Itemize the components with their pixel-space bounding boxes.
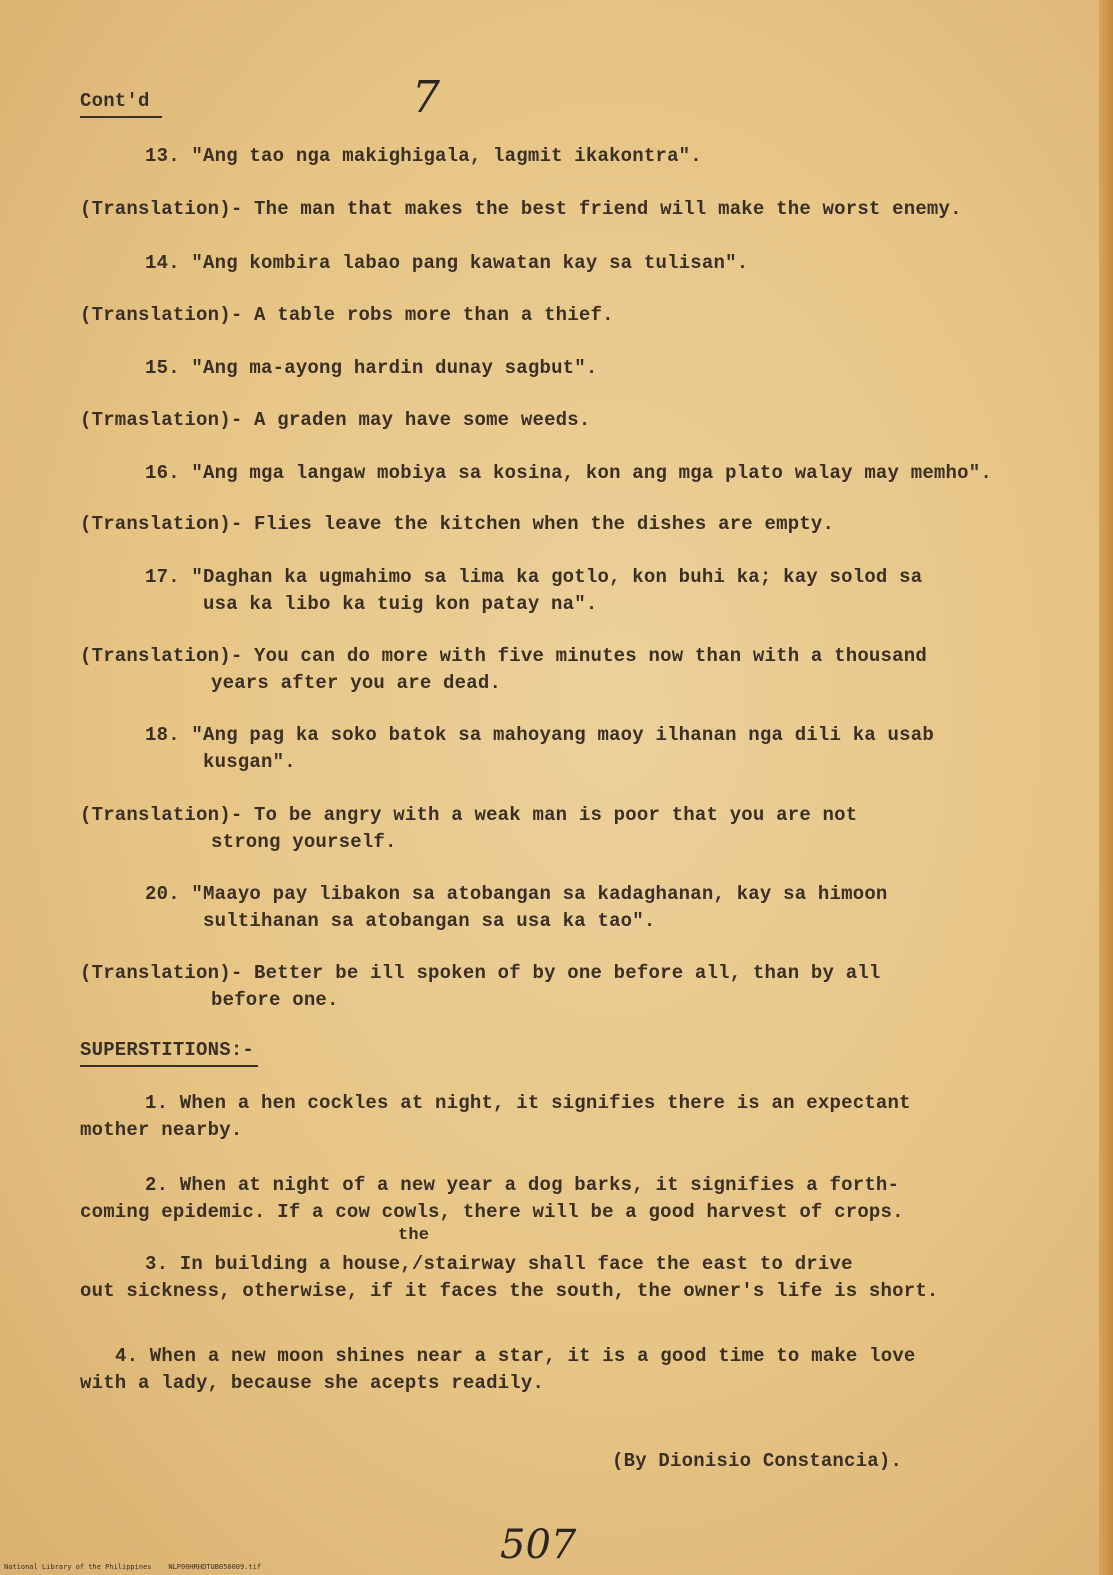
translation-17: (Translation)- You can do more with five minutes now than with a thousand bbox=[80, 645, 927, 667]
proverb-18: 18. "Ang pag ka soko batok sa mahoyang maoy ilhanan nga dili ka usab bbox=[145, 724, 934, 746]
translation-17-cont: years after you are dead. bbox=[211, 672, 502, 694]
stamp-number: 507 bbox=[500, 1522, 577, 1568]
superstition-3: 3. In building a house,/stairway shall face the east to drive bbox=[145, 1253, 853, 1275]
proverb-17: 17. "Daghan ka ugmahimo sa lima ka gotlo, kon buhi ka; kay solod sa bbox=[145, 566, 923, 588]
proverb-18-cont: kusgan". bbox=[203, 751, 296, 773]
proverb-13: 13. "Ang tao nga makighigala, lagmit ikakontra". bbox=[145, 145, 702, 167]
translation-20: (Translation)- Better be ill spoken of by one before all, than by all bbox=[80, 962, 881, 984]
superstition-2: 2. When at night of a new year a dog barks, it signifies a forth- bbox=[145, 1174, 900, 1196]
proverb-16: 16. "Ang mga langaw mobiya sa kosina, kon ang mga plato walay may memho". bbox=[145, 462, 992, 484]
handwritten-insertion: the bbox=[398, 1226, 430, 1245]
header-underline bbox=[80, 116, 162, 118]
superstition-2-cont: coming epidemic. If a cow cowls, there will be a good harvest of crops. bbox=[80, 1201, 904, 1223]
superstitions-heading: SUPERSTITIONS:- bbox=[80, 1039, 255, 1061]
scan-footer: National Library of the Philippines NLP00HRHDTUB050009.tif bbox=[4, 1563, 262, 1571]
superstition-1-cont: mother nearby. bbox=[80, 1119, 243, 1141]
page-number: 7 bbox=[412, 72, 440, 123]
attribution: (By Dionisio Constancia). bbox=[612, 1450, 903, 1472]
superstition-1: 1. When a hen cockles at night, it signifies there is an expectant bbox=[145, 1092, 911, 1114]
proverb-20-cont: sultihanan sa atobangan sa usa ka tao". bbox=[203, 910, 656, 932]
translation-16: (Translation)- Flies leave the kitchen when the dishes are empty. bbox=[80, 513, 835, 535]
translation-14: (Translation)- A table robs more than a thief. bbox=[80, 304, 614, 326]
proverb-20: 20. "Maayo pay libakon sa atobangan sa kadaghanan, kay sa himoon bbox=[145, 883, 888, 905]
translation-15: (Trmaslation)- A graden may have some weeds. bbox=[80, 409, 591, 431]
header-label: Cont'd bbox=[80, 90, 150, 112]
translation-18-cont: strong yourself. bbox=[211, 831, 397, 853]
superstition-4-cont: with a lady, because she acepts readily. bbox=[80, 1372, 545, 1394]
translation-20-cont: before one. bbox=[211, 989, 339, 1011]
superstition-3-cont: out sickness, otherwise, if it faces the south, the owner's life is short. bbox=[80, 1280, 939, 1302]
proverb-14: 14. "Ang kombira labao pang kawatan kay sa tulisan". bbox=[145, 252, 749, 274]
proverb-15: 15. "Ang ma-ayong hardin dunay sagbut". bbox=[145, 357, 598, 379]
superstition-4: 4. When a new moon shines near a star, it is a good time to make love bbox=[115, 1345, 916, 1367]
translation-18: (Translation)- To be angry with a weak man is poor that you are not bbox=[80, 804, 858, 826]
superstitions-underline bbox=[80, 1065, 258, 1067]
proverb-17-cont: usa ka libo ka tuig kon patay na". bbox=[203, 593, 598, 615]
page-edge bbox=[1099, 0, 1113, 1575]
translation-13: (Translation)- The man that makes the best friend will make the worst enemy. bbox=[80, 198, 962, 220]
